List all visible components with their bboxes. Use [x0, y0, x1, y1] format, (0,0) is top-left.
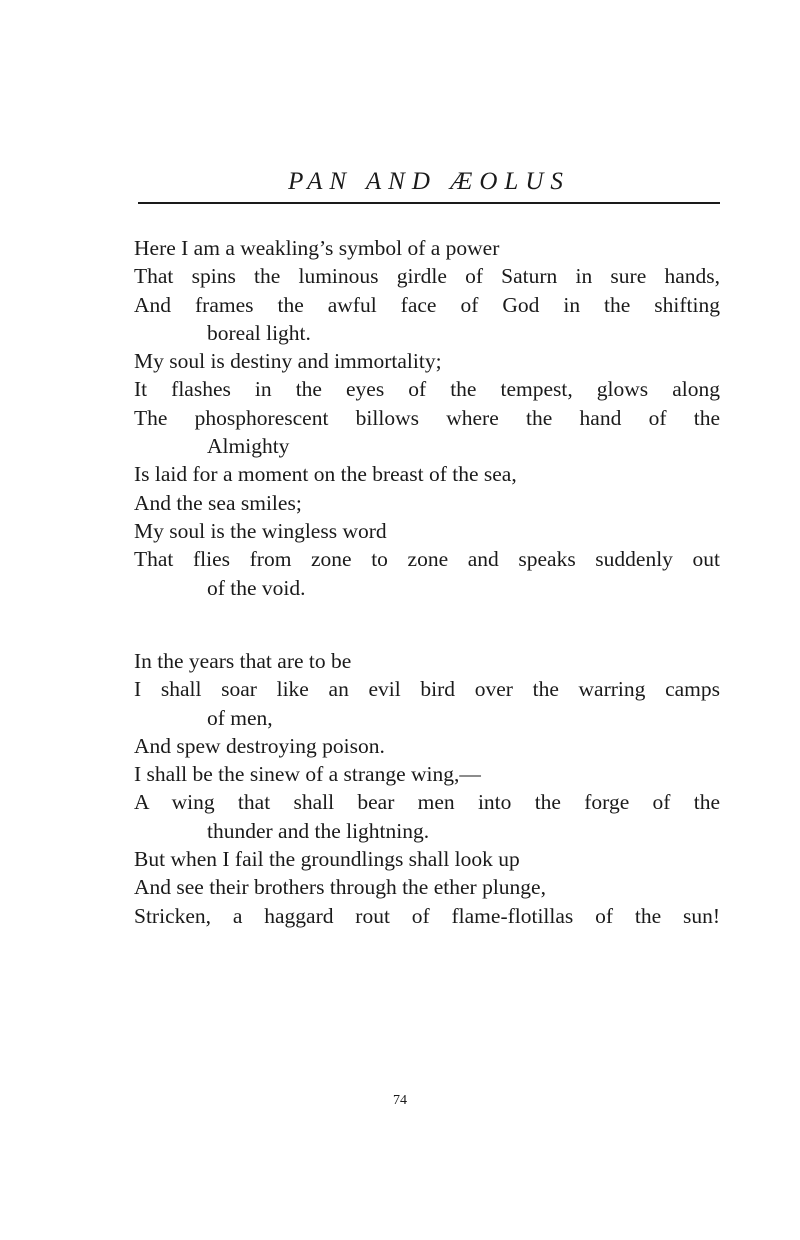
poem-line: That spins the luminous girdle of Saturn in sure hands, [134, 264, 720, 289]
poem-line: And frames the awful face of God in the shifting [134, 292, 720, 317]
poem-line: It flashes in the eyes of the tempest, glows along [134, 377, 720, 402]
poem-line-continuation: of the void. [207, 575, 306, 600]
poem-line-continuation: boreal light. [207, 320, 311, 345]
poem-line: I shall soar like an evil bird over the warring camps [134, 677, 720, 702]
poem-line: A wing that shall bear men into the forge of the [134, 790, 720, 815]
stanza-1 [134, 234, 720, 602]
poem-line: I shall be the sinew of a strange wing,— [134, 762, 481, 787]
poem-line-continuation: of men, [207, 705, 273, 730]
poem-line: Is laid for a moment on the breast of the sea, [134, 462, 517, 487]
poem-line: My soul is destiny and immortality; [134, 349, 442, 374]
header-rule [138, 202, 720, 204]
poem-line: But when I fail the groundlings shall look up [134, 847, 520, 872]
poem-line: Stricken, a haggard rout of flame-flotillas of the sun! [134, 903, 720, 928]
poem-line: And the sea smiles; [134, 490, 302, 515]
poem-line: My soul is the wingless word [134, 518, 387, 543]
poem-line: That flies from zone to zone and speaks suddenly out [134, 547, 720, 572]
poem-line-continuation: Almighty [207, 434, 290, 459]
poem-line: And spew destroying poison. [134, 733, 385, 758]
stanza-2 [134, 647, 720, 930]
page-number: 74 [393, 1093, 407, 1108]
poem-line: Here I am a weakling’s symbol of a power [134, 236, 500, 260]
poem-line: The phosphorescent billows where the hand of the [134, 405, 720, 430]
running-header: PAN AND ÆOLUS [288, 168, 570, 195]
poem-line-continuation: thunder and the lightning. [207, 818, 430, 843]
poem-line: And see their brothers through the ether plunge, [134, 875, 546, 900]
poem-line: In the years that are to be [134, 649, 352, 673]
